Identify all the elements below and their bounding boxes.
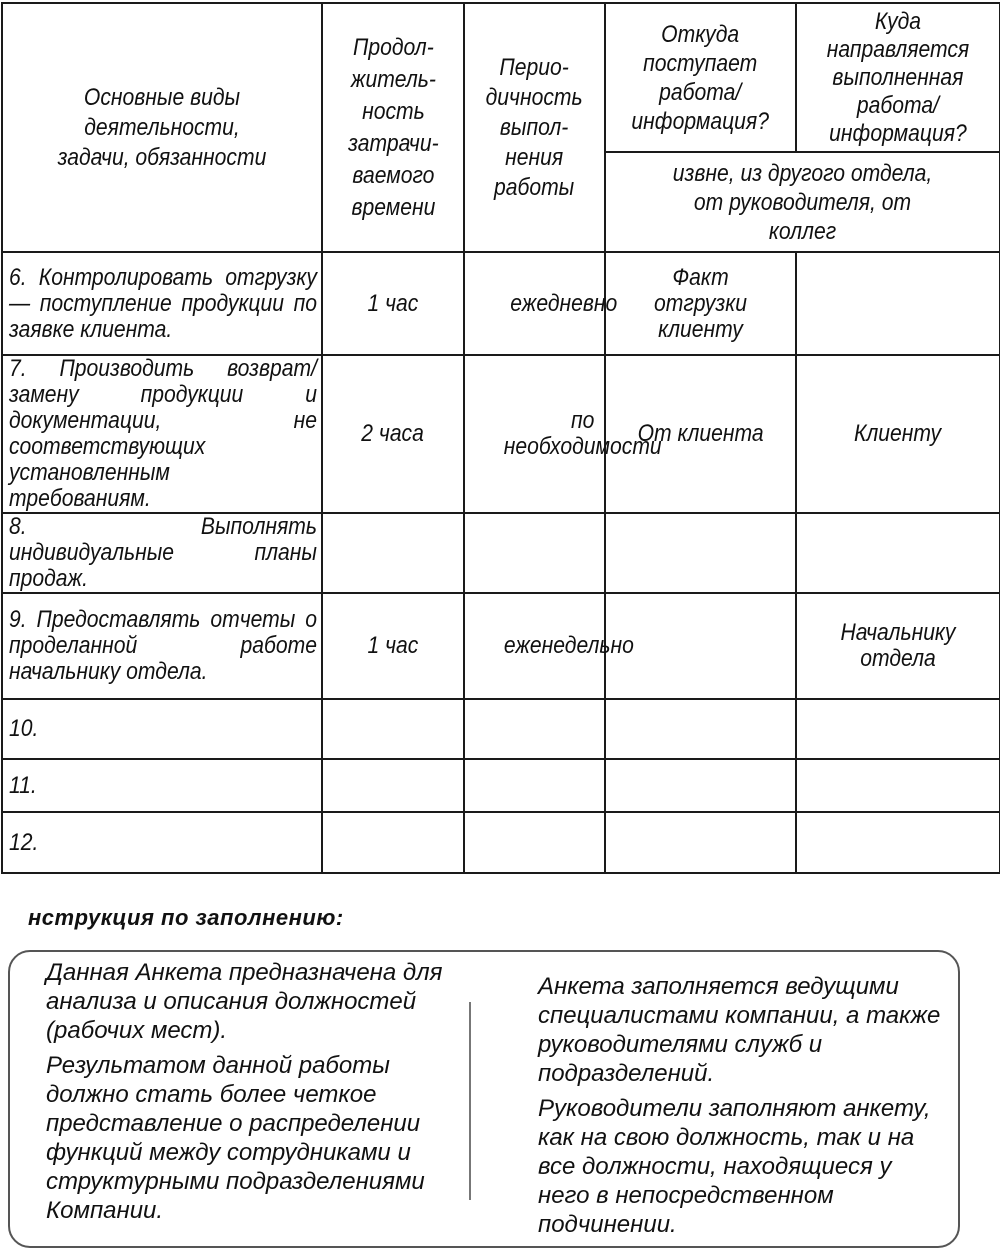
task-cell: 6. Контролировать отгрузку — поступление продукции по заявке клиента. <box>2 252 322 355</box>
instructions-paragraph: Результатом данной работы должно стать более четкое представление о распределении функций между сотрудниками и структурными подразделениями Компании. <box>46 1052 425 1224</box>
period-cell <box>464 812 605 873</box>
duration-cell: 2 часа <box>322 355 464 513</box>
source-cell: От клиента <box>605 355 796 513</box>
period-cell: по необходимости <box>464 355 605 513</box>
task-cell: 7. Производить возврат/замену продукции и документации, не соответствующих установленным требованиям. <box>2 355 322 513</box>
destination-cell <box>796 699 1000 759</box>
source-cell <box>605 699 796 759</box>
task-cell: 9. Предоставлять отчеты о проделанной работе начальнику отдела. <box>2 593 322 699</box>
instructions-paragraph: Данная Анкета предназначена для анализа и описания должностей (рабочих мест). <box>46 959 443 1044</box>
header-periodicity-text: Перио- дичность выпол- нения работы <box>486 53 583 201</box>
header-destination <box>796 3 1000 152</box>
header-duration <box>322 3 464 252</box>
destination-cell <box>796 759 1000 812</box>
period-cell <box>464 759 605 812</box>
period-cell: еженедельно <box>464 593 605 699</box>
source-cell <box>605 513 796 593</box>
duration-cell <box>322 759 464 812</box>
duration-cell: 1 час <box>322 593 464 699</box>
table-row <box>2 759 1000 812</box>
table-row <box>2 355 1000 513</box>
header-periodicity <box>464 3 605 252</box>
instructions-paragraph: Руководители заполняют анкету, как на свою должность, так и на все должности, находящиеся у него в непосредственном подчинении. <box>538 1095 931 1238</box>
header-source <box>605 3 796 152</box>
duration-cell <box>322 699 464 759</box>
period-cell <box>464 513 605 593</box>
task-cell: 8. Выполнять индивидуальные планы продаж. <box>2 513 322 593</box>
instructions-left-column <box>46 958 446 1231</box>
table-row <box>2 513 1000 593</box>
duration-cell: 1 час <box>322 252 464 355</box>
header-activities: Основные виды деятельности, задачи, обязанности <box>2 3 322 252</box>
destination-cell <box>796 513 1000 593</box>
period-cell: ежедневно <box>464 252 605 355</box>
source-cell <box>605 812 796 873</box>
source-cell: Факт отгрузки клиенту <box>605 252 796 355</box>
destination-cell <box>796 252 1000 355</box>
instructions-title: нструкция по заполнению: <box>28 905 344 930</box>
table-row <box>2 593 1000 699</box>
period-cell <box>464 699 605 759</box>
source-cell <box>605 759 796 812</box>
duration-cell <box>322 812 464 873</box>
task-cell: 10. <box>2 699 322 759</box>
header-duration-text: Продол- житель- ность затрачи- ваемого времени <box>347 33 439 221</box>
instructions-right-column <box>538 972 948 1245</box>
instructions-paragraph: Анкета заполняется ведущими специалистами компании, а также руководителями служб и подразделений. <box>538 973 941 1087</box>
header-source-text: Откуда поступает работа/ информация? <box>631 20 770 135</box>
destination-cell: Начальнику отдела <box>796 593 1000 699</box>
header-source-hint: извне, из другого отдела, от руководителя, от коллег <box>605 152 1000 252</box>
instructions-divider <box>469 1002 471 1200</box>
task-cell: 12. <box>2 812 322 873</box>
destination-cell: Клиенту <box>796 355 1000 513</box>
table-row <box>2 699 1000 759</box>
destination-cell <box>796 812 1000 873</box>
table-row <box>2 812 1000 873</box>
duration-cell <box>322 513 464 593</box>
header-destination-text: Куда направляется выполненная работа/ информация? <box>826 7 970 147</box>
job-analysis-table <box>1 2 1000 874</box>
task-cell: 11. <box>2 759 322 812</box>
table-row <box>2 252 1000 355</box>
